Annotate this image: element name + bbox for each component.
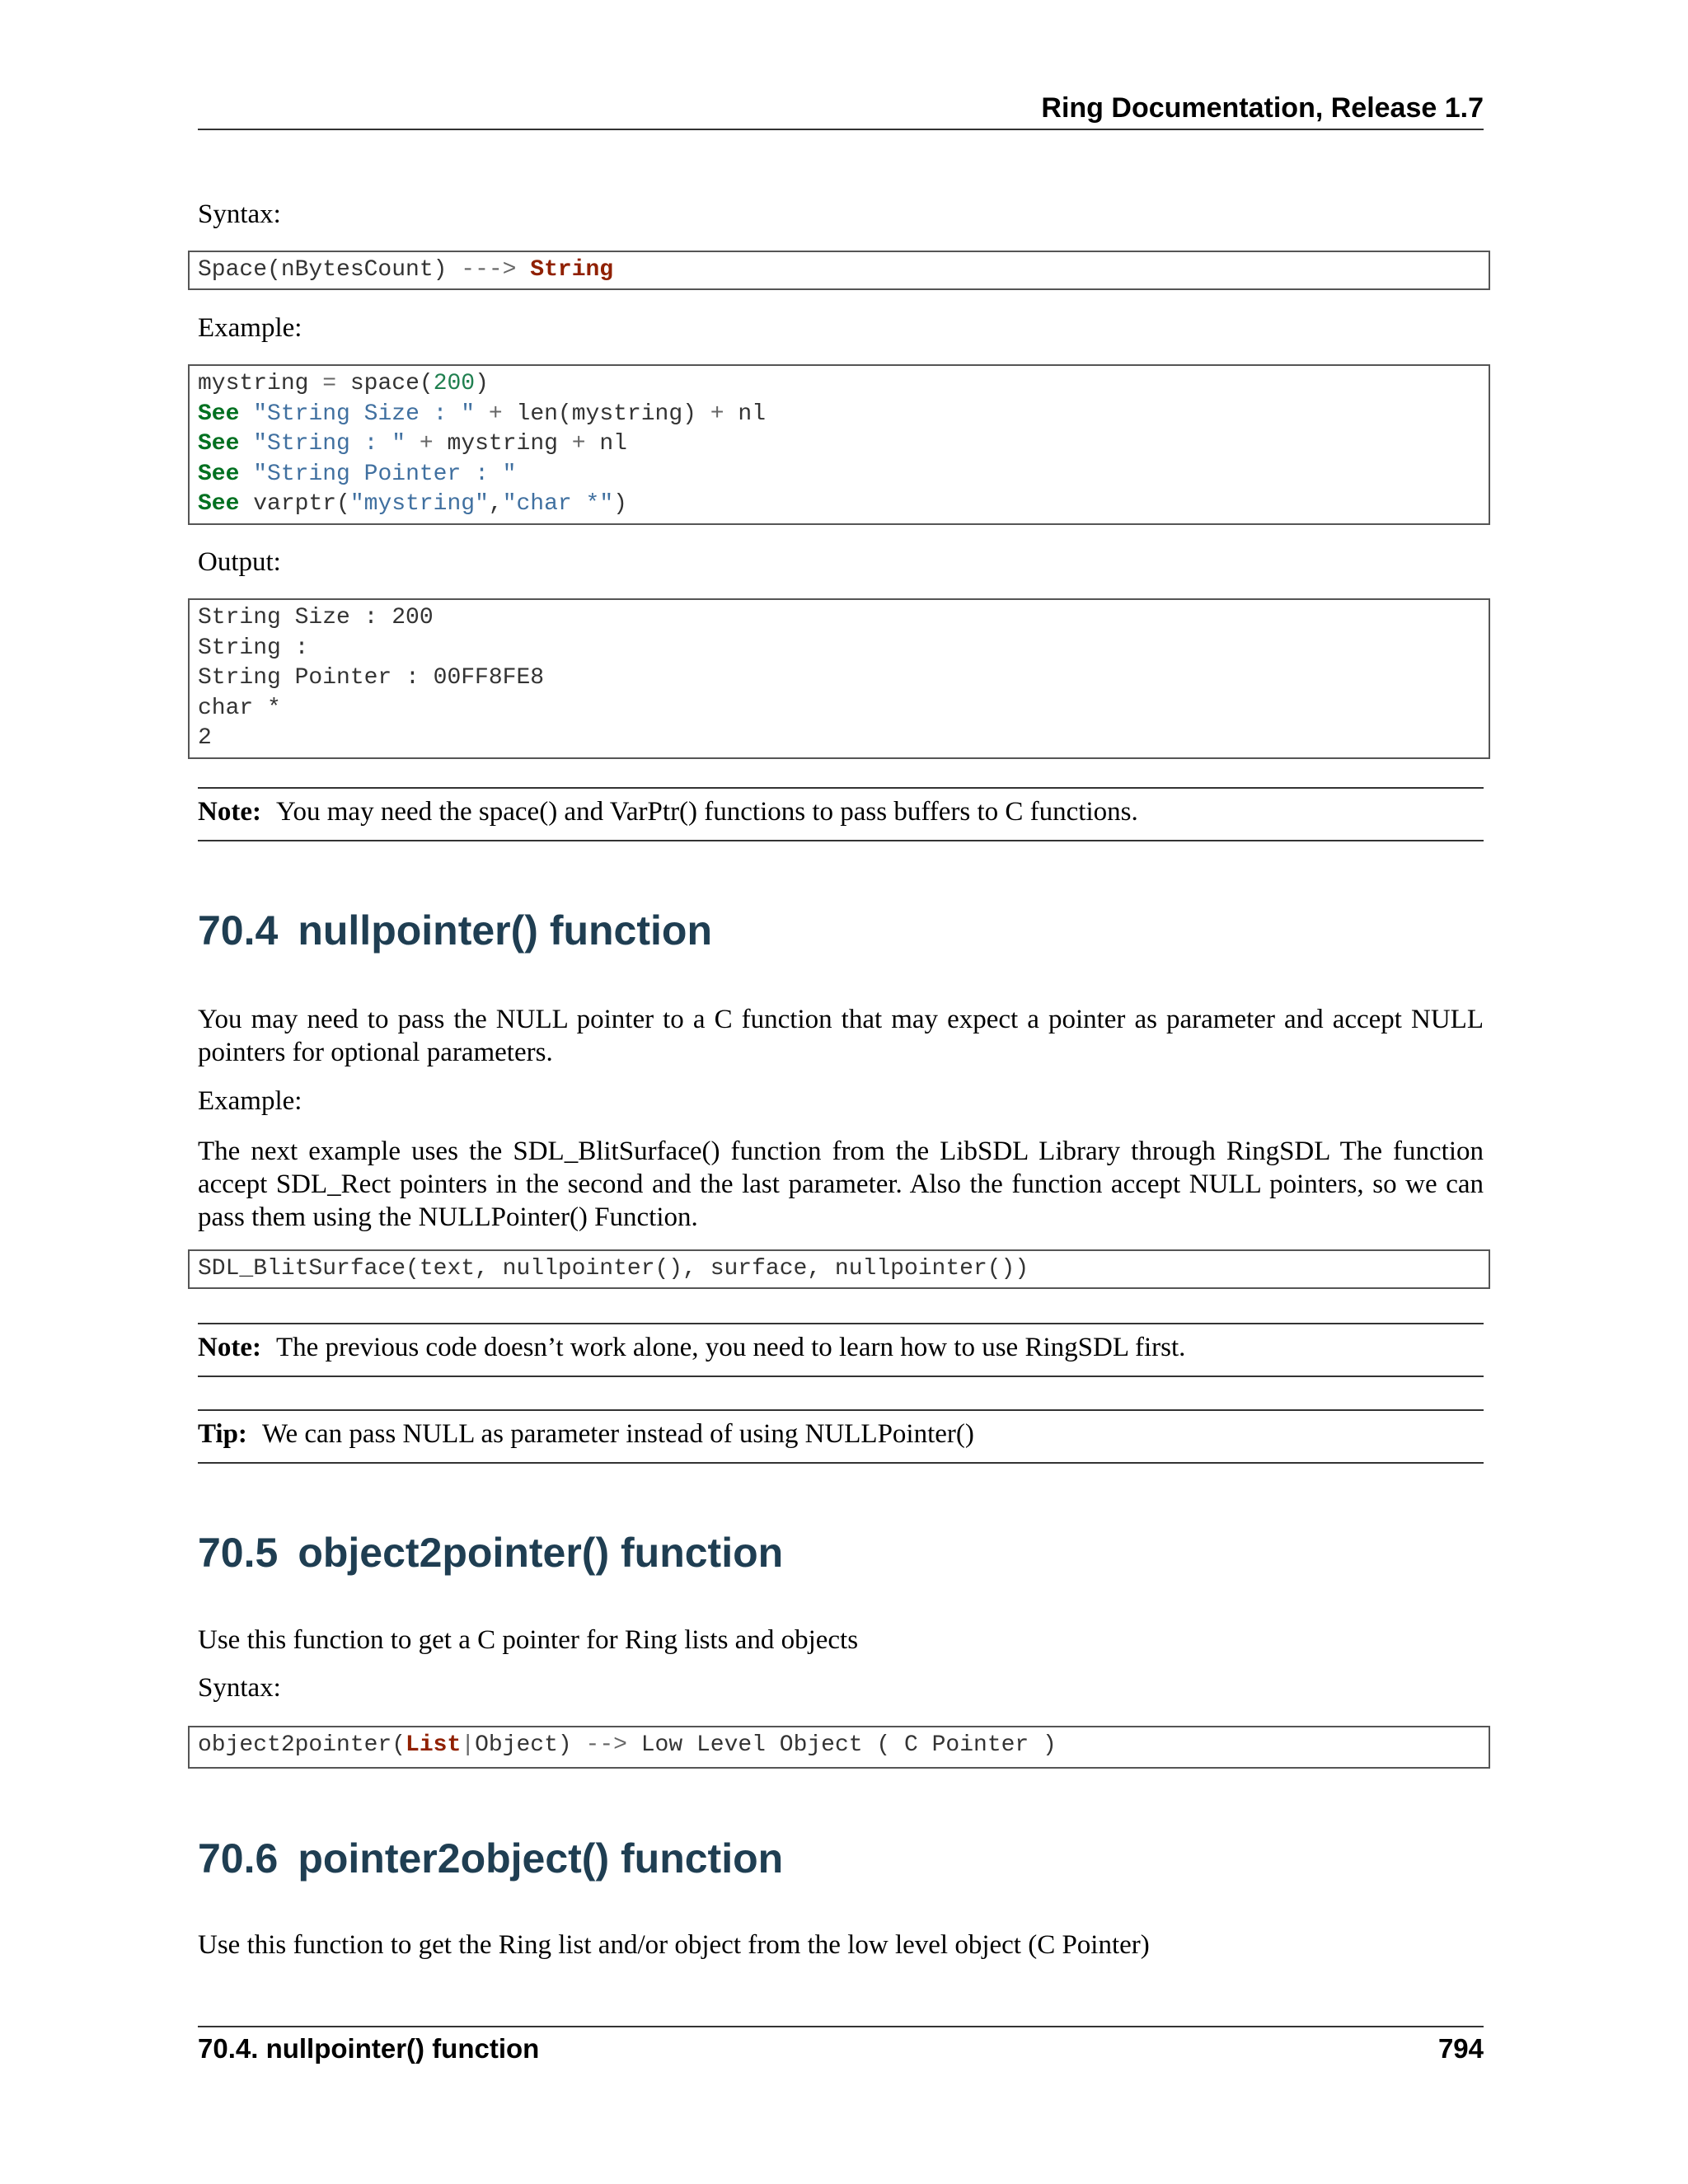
- note-text: You may need the space() and VarPtr() functions to pass buffers to C functions.: [275, 797, 1138, 827]
- example-label: Example:: [198, 1086, 302, 1116]
- paragraph: The next example uses the SDL_BlitSurface() function from the LibSDL Library through RingSDL The function accept SDL_Rect pointers in the second and the last parameter. Also the function accept NULL pointers, so we can pass them using the NULLPointer() Function.: [198, 1137, 1484, 1232]
- note-text: The previous code doesn’t work alone, you need to learn how to use RingSDL first.: [275, 1333, 1186, 1362]
- code-token: mystring: [447, 431, 558, 457]
- code-token: See: [198, 431, 240, 457]
- paragraph: You may need to pass the NULL pointer to a C function that may expect a pointer as parameter and accept NULL pointers for optional parameters.: [198, 1005, 1484, 1067]
- code-token: varptr(: [253, 491, 350, 517]
- code-token: --->: [461, 257, 517, 283]
- code-token: len(mystring): [516, 401, 696, 427]
- running-header: Ring Documentation, Release 1.7: [1041, 92, 1484, 124]
- code-token: nl: [738, 401, 766, 427]
- footer-rule: [198, 2026, 1484, 2027]
- example-label: Example:: [198, 313, 302, 343]
- code-token: -->: [585, 1732, 627, 1758]
- paragraph: Use this function to get a C pointer for Ring lists and objects: [198, 1625, 859, 1655]
- output-line: 2: [198, 725, 212, 751]
- tip-text: We can pass NULL as parameter instead of using NULLPointer(): [261, 1419, 974, 1449]
- output-code-block: [188, 598, 1490, 759]
- section-heading-70-4: [198, 907, 712, 954]
- page-footer: [198, 2033, 1484, 2064]
- code-token: =: [322, 371, 337, 396]
- paragraph: Use this function to get the Ring list and/or object from the low level object (C Pointer): [198, 1930, 1150, 1960]
- section-number: 70.6: [198, 1835, 279, 1882]
- code-token: See: [198, 461, 240, 487]
- syntax-label: Syntax:: [198, 199, 281, 229]
- page-number: 794: [1437, 2033, 1484, 2064]
- code-token: "String Pointer : ": [253, 461, 517, 487]
- syntax-code-block: [188, 251, 1490, 290]
- note-label: Note:: [198, 1333, 261, 1362]
- header-rule: [198, 129, 1484, 130]
- section-title: object2pointer() function: [298, 1530, 784, 1576]
- section-number: 70.4: [198, 907, 279, 954]
- tip-label: Tip:: [198, 1419, 247, 1449]
- code-token: Object): [475, 1732, 572, 1758]
- syntax-label: Syntax:: [198, 1673, 281, 1703]
- section-heading-70-6: [198, 1835, 783, 1882]
- code-token: object2pointer(: [198, 1732, 406, 1758]
- section-title: pointer2object() function: [298, 1835, 784, 1882]
- code-token: ): [475, 371, 489, 396]
- code-token: +: [488, 401, 503, 427]
- footer-section: 70.4. nullpointer() function: [198, 2033, 540, 2064]
- code-token: +: [571, 431, 586, 457]
- code-token: "mystring": [349, 491, 489, 517]
- code-token: +: [710, 401, 724, 427]
- section-heading-70-5: [198, 1529, 783, 1577]
- section-title: nullpointer() function: [298, 907, 712, 954]
- output-label: Output:: [198, 547, 281, 577]
- code-line: SDL_BlitSurface(text, nullpointer(), surface, nullpointer()): [198, 1256, 1029, 1282]
- output-line: char *: [198, 695, 281, 721]
- note-label: Note:: [198, 797, 261, 827]
- syntax-code-block: [188, 1726, 1490, 1769]
- output-line: String :: [198, 635, 309, 661]
- code-token: See: [198, 401, 240, 427]
- code-token: ,: [488, 491, 503, 517]
- code-token: "String Size : ": [253, 401, 476, 427]
- code-token: ): [613, 491, 627, 517]
- code-block: [188, 1249, 1490, 1289]
- code-token: "char *": [502, 491, 614, 517]
- code-token: Low Level Object ( C Pointer ): [640, 1732, 1057, 1758]
- code-token: nl: [599, 431, 627, 457]
- code-token: String: [530, 257, 614, 283]
- note-box: [198, 1323, 1484, 1377]
- section-number: 70.5: [198, 1530, 279, 1576]
- tip-box: [198, 1409, 1484, 1464]
- code-token: List: [406, 1732, 462, 1758]
- code-token: +: [419, 431, 434, 457]
- output-line: String Pointer : 00FF8FE8: [198, 665, 545, 691]
- code-token: space(: [349, 371, 434, 396]
- code-token: |: [461, 1732, 476, 1758]
- code-token: See: [198, 491, 240, 517]
- output-line: String Size : 200: [198, 605, 434, 630]
- code-token: Space(nBytesCount): [198, 257, 448, 283]
- code-token: mystring: [198, 371, 309, 396]
- document-page: [198, 0, 1484, 2184]
- note-box: [198, 787, 1484, 841]
- code-token: "String : ": [253, 431, 406, 457]
- code-token: 200: [433, 371, 476, 396]
- example-code-block: [188, 364, 1490, 525]
